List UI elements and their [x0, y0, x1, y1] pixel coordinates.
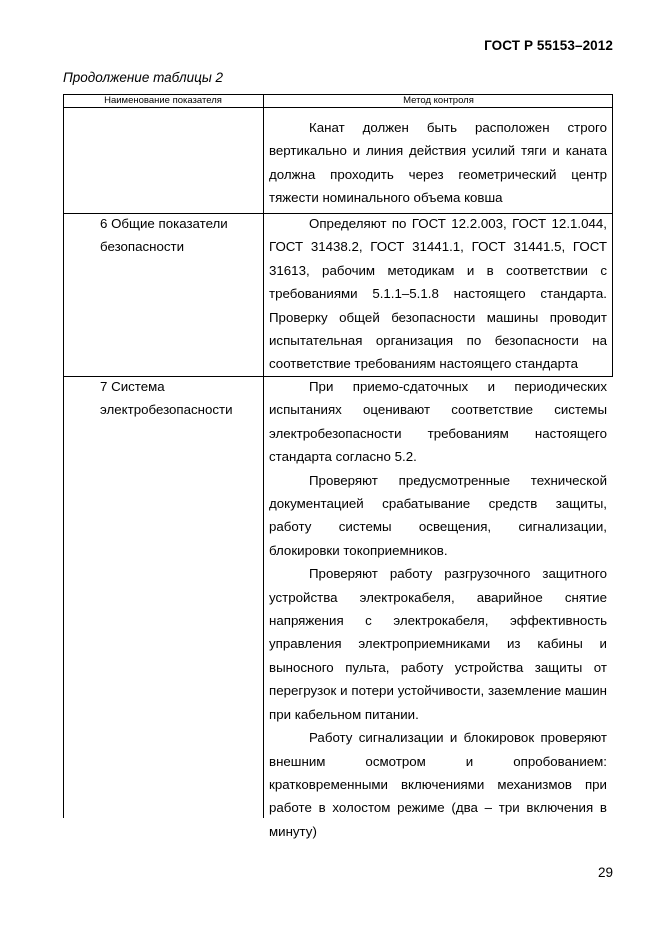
method-paragraph: Проверяют предусмотренные технической документацией срабатывание средств защиты, работу системы освещения, сигнализации, блокировки токоприемников.: [269, 472, 607, 558]
table-row-1-method: [269, 116, 607, 210]
table-row-3-name: [65, 375, 255, 422]
indicator-name: 7 Система электробезопасности: [100, 379, 233, 418]
method-paragraph: Определяют по ГОСТ 12.2.003, ГОСТ 12.1.044, ГОСТ 31438.2, ГОСТ 31441.1, ГОСТ 31441.5, ГОСТ 31613, рабочим методикам и в соответствии с требованиями 5.1.1–5.1.8 настоящего стандарта. Проверку общей безопасности машины проводит испытательная организация по безопасности на соответствие требованиям настоящего стандарта: [269, 216, 607, 372]
page-number: 29: [597, 865, 613, 880]
method-paragraph: При приемо-сдаточных и периодических испытаниях оценивают соответствие системы электробезопасности требованиям настоящего стандарта согласно 5.2.: [269, 379, 607, 465]
method-paragraph: Проверяют работу разгрузочного защитного устройства электрокабеля, аварийное снятие напряжения с электрокабеля, эффективность управления электроприемниками из кабины и выносного пульта, работу устройства защиты от перегрузок и потери устойчивости, заземление машин при кабельном питании.: [269, 566, 607, 722]
control-methods-table: [63, 94, 613, 839]
table-row-2-name: [65, 212, 255, 259]
document-code: ГОСТ Р 55153–2012: [484, 38, 613, 53]
method-paragraph: Работу сигнализации и блокировок проверяют внешним осмотром и опробованием: кратковременными включениями механизмов при работе в холостом режиме (два – три включения в минуту): [269, 730, 607, 839]
table-border-right: [612, 94, 613, 377]
column-header-method: Метод контроля: [403, 95, 474, 106]
column-header-indicator: Наименование показателя: [104, 95, 222, 106]
method-paragraph: Канат должен быть расположен строго вертикально и линия действия усилий тяги и каната должна проходить через геометрический центр тяжести номинального объема ковша: [269, 120, 607, 206]
table-border-left: [63, 94, 64, 818]
table-border-middle: [263, 94, 264, 818]
table-row-2-method: [269, 212, 607, 376]
table-row-3-method: [269, 375, 607, 843]
table-header: [63, 94, 613, 108]
indicator-name: 6 Общие показатели безопасности: [100, 216, 228, 255]
table-continuation-caption: Продолжение таблицы 2: [63, 70, 224, 85]
